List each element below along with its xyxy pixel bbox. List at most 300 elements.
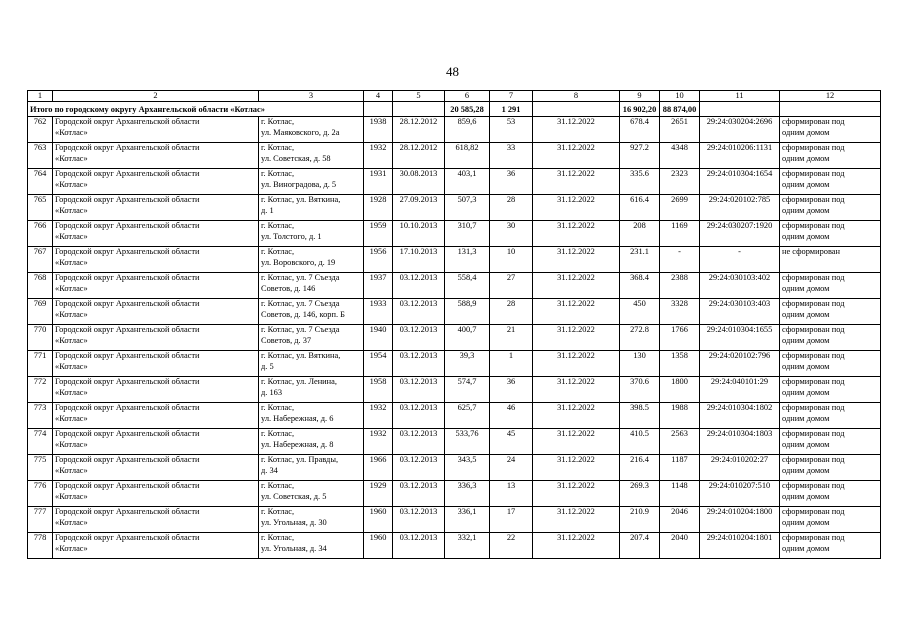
row-number: 766 — [28, 221, 53, 247]
residents-cell: 45 — [490, 429, 533, 455]
municipality-line: «Котлас» — [55, 257, 88, 267]
plan-date-cell: 31.12.2022 — [533, 221, 620, 247]
municipality-cell — [53, 455, 259, 481]
status-line: одним домом — [782, 387, 830, 397]
plan-date-cell: 31.12.2022 — [533, 533, 620, 559]
area-cell: 533,76 — [445, 429, 490, 455]
status-line: одним домом — [782, 205, 830, 215]
address-cell — [259, 325, 364, 351]
col-number: 5 — [393, 91, 445, 102]
status-line: сформирован под — [782, 455, 845, 464]
settle-area-cell: 450 — [620, 299, 660, 325]
date-cell: 03.12.2013 — [393, 299, 445, 325]
status-line: сформирован под — [782, 507, 845, 516]
municipality-line: «Котлас» — [55, 361, 88, 371]
municipality-line: «Котлас» — [55, 127, 88, 137]
status-line: не сформирован — [782, 247, 840, 256]
table-row — [28, 351, 881, 377]
land-status-cell — [780, 429, 881, 455]
col-number: 9 — [620, 91, 660, 102]
status-line: одним домом — [782, 543, 830, 553]
row-number: 770 — [28, 325, 53, 351]
table-row — [28, 247, 881, 273]
cadastral-number-cell: 29:24:010206:1131 — [700, 143, 780, 169]
housing-register-table — [27, 90, 881, 559]
cadastral-number-cell: 29:24:030204:2696 — [700, 117, 780, 143]
status-line: одним домом — [782, 439, 830, 449]
cadastral-number-cell: 29:24:010204:1801 — [700, 533, 780, 559]
address-line: ул. Воровского, д. 19 — [261, 257, 336, 267]
address-line: д. 1 — [261, 205, 274, 215]
cost-cell: 4348 — [660, 143, 700, 169]
date-cell: 03.12.2013 — [393, 377, 445, 403]
municipality-line: «Котлас» — [55, 231, 88, 241]
municipality-line: Городской округ Архангельской области — [55, 273, 200, 282]
status-line: одним домом — [782, 335, 830, 345]
address-line: г. Котлас, — [261, 117, 295, 126]
date-cell: 03.12.2013 — [393, 533, 445, 559]
municipality-line: Городской округ Архангельской области — [55, 455, 200, 464]
date-cell: 03.12.2013 — [393, 455, 445, 481]
col-number: 2 — [53, 91, 259, 102]
residents-cell: 36 — [490, 169, 533, 195]
year-cell: 1928 — [364, 195, 393, 221]
cost-cell: 1988 — [660, 403, 700, 429]
plan-date-cell: 31.12.2022 — [533, 169, 620, 195]
address-line: г. Котлас, — [261, 533, 295, 542]
address-cell — [259, 507, 364, 533]
settle-area-cell: 335.6 — [620, 169, 660, 195]
municipality-cell — [53, 533, 259, 559]
table-row — [28, 143, 881, 169]
cost-cell: 2651 — [660, 117, 700, 143]
date-cell: 28.12.2012 — [393, 117, 445, 143]
date-cell: 03.12.2013 — [393, 403, 445, 429]
address-line: г. Котлас, — [261, 247, 295, 256]
plan-date-cell: 31.12.2022 — [533, 481, 620, 507]
page-number: 48 — [446, 64, 459, 79]
address-cell — [259, 117, 364, 143]
plan-date-cell: 31.12.2022 — [533, 325, 620, 351]
settle-area-cell: 678.4 — [620, 117, 660, 143]
cadastral-number-cell: 29:24:010304:1802 — [700, 403, 780, 429]
address-line: г. Котлас, — [261, 481, 295, 490]
table-row — [28, 429, 881, 455]
land-status-cell — [780, 221, 881, 247]
year-cell: 1938 — [364, 117, 393, 143]
address-line: ул. Маяковского, д. 2а — [261, 127, 340, 137]
residents-cell: 22 — [490, 533, 533, 559]
settle-area-cell: 210.9 — [620, 507, 660, 533]
date-cell: 03.12.2013 — [393, 507, 445, 533]
status-line: одним домом — [782, 127, 830, 137]
status-line: сформирован под — [782, 195, 845, 204]
address-line: г. Котлас, — [261, 143, 295, 152]
status-line: сформирован под — [782, 169, 845, 178]
address-line: ул. Набережная, д. 6 — [261, 413, 334, 423]
col-number: 1 — [28, 91, 53, 102]
year-cell: 1966 — [364, 455, 393, 481]
municipality-line: «Котлас» — [55, 153, 88, 163]
address-line: г. Котлас, ул. Правды, — [261, 455, 339, 464]
status-line: одним домом — [782, 179, 830, 189]
row-number: 771 — [28, 351, 53, 377]
address-cell — [259, 403, 364, 429]
table-row — [28, 221, 881, 247]
municipality-line: «Котлас» — [55, 465, 88, 475]
area-cell: 39,3 — [445, 351, 490, 377]
address-cell — [259, 273, 364, 299]
cost-cell: 2046 — [660, 507, 700, 533]
total-empty-cell — [700, 102, 780, 117]
municipality-line: Городской округ Архангельской области — [55, 143, 200, 152]
address-cell — [259, 455, 364, 481]
year-cell: 1940 — [364, 325, 393, 351]
row-number: 769 — [28, 299, 53, 325]
municipality-line: «Котлас» — [55, 491, 88, 501]
date-cell: 10.10.2013 — [393, 221, 445, 247]
municipality-line: «Котлас» — [55, 543, 88, 553]
municipality-cell — [53, 273, 259, 299]
address-cell — [259, 351, 364, 377]
municipality-line: «Котлас» — [55, 283, 88, 293]
total-empty-cell — [533, 102, 620, 117]
land-status-cell — [780, 117, 881, 143]
municipality-line: Городской округ Архангельской области — [55, 299, 200, 308]
plan-date-cell: 31.12.2022 — [533, 143, 620, 169]
year-cell: 1932 — [364, 143, 393, 169]
address-cell — [259, 221, 364, 247]
row-number: 776 — [28, 481, 53, 507]
plan-date-cell: 31.12.2022 — [533, 299, 620, 325]
col-number: 10 — [660, 91, 700, 102]
total-cost: 88 874,00 — [660, 102, 700, 117]
table-row — [28, 507, 881, 533]
total-empty-cell — [393, 102, 445, 117]
date-cell: 03.12.2013 — [393, 351, 445, 377]
status-line: сформирован под — [782, 403, 845, 412]
residents-cell: 27 — [490, 273, 533, 299]
municipality-line: «Котлас» — [55, 517, 88, 527]
area-cell: 558,4 — [445, 273, 490, 299]
row-number: 774 — [28, 429, 53, 455]
row-number: 773 — [28, 403, 53, 429]
residents-cell: 28 — [490, 195, 533, 221]
status-line: сформирован под — [782, 481, 845, 490]
cadastral-number-cell: 29:24:030207:1920 — [700, 221, 780, 247]
cost-cell: 1800 — [660, 377, 700, 403]
status-line: сформирован под — [782, 143, 845, 152]
year-cell: 1958 — [364, 377, 393, 403]
status-line: одним домом — [782, 465, 830, 475]
plan-date-cell: 31.12.2022 — [533, 247, 620, 273]
municipality-line: Городской округ Архангельской области — [55, 377, 200, 386]
municipality-line: Городской округ Архангельской области — [55, 169, 200, 178]
year-cell: 1956 — [364, 247, 393, 273]
address-line: Советов, д. 146, корп. Б — [261, 309, 345, 319]
table-row — [28, 273, 881, 299]
status-line: одним домом — [782, 283, 830, 293]
status-line: одним домом — [782, 491, 830, 501]
date-cell: 30.08.2013 — [393, 169, 445, 195]
municipality-line: «Котлас» — [55, 335, 88, 345]
plan-date-cell: 31.12.2022 — [533, 117, 620, 143]
municipality-line: Городской округ Архангельской области — [55, 507, 200, 516]
land-status-cell — [780, 195, 881, 221]
status-line: сформирован под — [782, 377, 845, 386]
cadastral-number-cell: 29:24:010304:1655 — [700, 325, 780, 351]
address-cell — [259, 481, 364, 507]
municipality-line: Городской округ Архангельской области — [55, 481, 200, 490]
municipality-line: «Котлас» — [55, 205, 88, 215]
cost-cell: 2563 — [660, 429, 700, 455]
residents-cell: 13 — [490, 481, 533, 507]
municipality-line: «Котлас» — [55, 179, 88, 189]
residents-cell: 28 — [490, 299, 533, 325]
plan-date-cell: 31.12.2022 — [533, 351, 620, 377]
plan-date-cell: 31.12.2022 — [533, 455, 620, 481]
municipality-cell — [53, 299, 259, 325]
cost-cell: 1169 — [660, 221, 700, 247]
municipality-line: «Котлас» — [55, 309, 88, 319]
municipality-line: Городской округ Архангельской области — [55, 429, 200, 438]
table-row — [28, 377, 881, 403]
address-line: д. 163 — [261, 387, 283, 397]
address-line: ул. Угольная, д. 30 — [261, 517, 327, 527]
land-status-cell — [780, 169, 881, 195]
date-cell: 03.12.2013 — [393, 429, 445, 455]
land-status-cell — [780, 325, 881, 351]
municipality-line: Городской округ Архангельской области — [55, 195, 200, 204]
status-line: одним домом — [782, 361, 830, 371]
plan-date-cell: 31.12.2022 — [533, 377, 620, 403]
land-status-cell — [780, 377, 881, 403]
address-line: г. Котлас, ул. 7 Съезда — [261, 299, 340, 308]
area-cell: 618,82 — [445, 143, 490, 169]
residents-cell: 21 — [490, 325, 533, 351]
status-line: одним домом — [782, 517, 830, 527]
municipality-cell — [53, 143, 259, 169]
row-number: 762 — [28, 117, 53, 143]
cadastral-number-cell: 29:24:030103:402 — [700, 273, 780, 299]
cost-cell: - — [660, 247, 700, 273]
area-cell: 403,1 — [445, 169, 490, 195]
area-cell: 310,7 — [445, 221, 490, 247]
cost-cell: 1358 — [660, 351, 700, 377]
cost-cell: 3328 — [660, 299, 700, 325]
land-status-cell — [780, 507, 881, 533]
cost-cell: 2040 — [660, 533, 700, 559]
residents-cell: 36 — [490, 377, 533, 403]
table-row — [28, 533, 881, 559]
cadastral-number-cell: 29:24:030103:403 — [700, 299, 780, 325]
municipality-line: Городской округ Архангельской области — [55, 221, 200, 230]
address-line: г. Котлас, ул. 7 Съезда — [261, 273, 340, 282]
address-line: г. Котлас, ул. Вяткина, — [261, 195, 341, 204]
settle-area-cell: 927.2 — [620, 143, 660, 169]
address-line: г. Котлас, — [261, 403, 295, 412]
municipality-cell — [53, 403, 259, 429]
cadastral-number-cell: 29:24:020102:785 — [700, 195, 780, 221]
address-cell — [259, 429, 364, 455]
area-cell: 507,3 — [445, 195, 490, 221]
cadastral-number-cell: 29:24:010207:510 — [700, 481, 780, 507]
settle-area-cell: 216.4 — [620, 455, 660, 481]
address-line: г. Котлас, — [261, 169, 295, 178]
address-line: д. 34 — [261, 465, 278, 475]
cost-cell: 1766 — [660, 325, 700, 351]
address-line: г. Котлас, — [261, 429, 295, 438]
address-line: г. Котлас, ул. Вяткина, — [261, 351, 341, 360]
year-cell: 1929 — [364, 481, 393, 507]
row-number: 765 — [28, 195, 53, 221]
date-cell: 28.12.2012 — [393, 143, 445, 169]
address-cell — [259, 377, 364, 403]
land-status-cell — [780, 351, 881, 377]
col-number: 8 — [533, 91, 620, 102]
address-cell — [259, 195, 364, 221]
cost-cell: 1187 — [660, 455, 700, 481]
land-status-cell — [780, 299, 881, 325]
municipality-line: Городской округ Архангельской области — [55, 117, 200, 126]
residents-cell: 46 — [490, 403, 533, 429]
area-cell: 588,9 — [445, 299, 490, 325]
address-cell — [259, 169, 364, 195]
plan-date-cell: 31.12.2022 — [533, 429, 620, 455]
col-number: 6 — [445, 91, 490, 102]
address-line: ул. Толстого, д. 1 — [261, 231, 322, 241]
cost-cell: 2699 — [660, 195, 700, 221]
residents-cell: 53 — [490, 117, 533, 143]
cost-cell: 1148 — [660, 481, 700, 507]
status-line: сформирован под — [782, 221, 845, 230]
address-cell — [259, 533, 364, 559]
table-row — [28, 195, 881, 221]
address-line: Советов, д. 146 — [261, 283, 316, 293]
plan-date-cell: 31.12.2022 — [533, 273, 620, 299]
land-status-cell — [780, 403, 881, 429]
address-line: ул. Набережная, д. 8 — [261, 439, 334, 449]
address-cell — [259, 299, 364, 325]
municipality-line: «Котлас» — [55, 413, 88, 423]
status-line: сформирован под — [782, 273, 845, 282]
settle-area-cell: 231.1 — [620, 247, 660, 273]
date-cell: 03.12.2013 — [393, 273, 445, 299]
settle-area-cell: 370.6 — [620, 377, 660, 403]
col-number: 12 — [780, 91, 881, 102]
residents-cell: 1 — [490, 351, 533, 377]
table-row — [28, 117, 881, 143]
cadastral-number-cell: 29:24:010304:1803 — [700, 429, 780, 455]
year-cell: 1931 — [364, 169, 393, 195]
total-residents: 1 291 — [490, 102, 533, 117]
municipality-line: Городской округ Архангельской области — [55, 351, 200, 360]
year-cell: 1932 — [364, 429, 393, 455]
year-cell: 1933 — [364, 299, 393, 325]
municipality-cell — [53, 377, 259, 403]
address-line: г. Котлас, ул. 7 Съезда — [261, 325, 340, 334]
year-cell: 1960 — [364, 533, 393, 559]
cadastral-number-cell: 29:24:010202:27 — [700, 455, 780, 481]
address-line: ул. Угольная, д. 34 — [261, 543, 327, 553]
cadastral-number-cell: 29:24:010304:1654 — [700, 169, 780, 195]
settle-area-cell: 616.4 — [620, 195, 660, 221]
area-cell: 400,7 — [445, 325, 490, 351]
plan-date-cell: 31.12.2022 — [533, 507, 620, 533]
land-status-cell — [780, 481, 881, 507]
municipality-line: Городской округ Архангельской области — [55, 325, 200, 334]
total-empty-cell — [780, 102, 881, 117]
status-line: одним домом — [782, 153, 830, 163]
land-status-cell — [780, 247, 881, 273]
land-status-cell — [780, 533, 881, 559]
table-row — [28, 481, 881, 507]
municipality-cell — [53, 221, 259, 247]
row-number: 777 — [28, 507, 53, 533]
municipality-cell — [53, 247, 259, 273]
address-cell — [259, 247, 364, 273]
municipality-line: «Котлас» — [55, 439, 88, 449]
cadastral-number-cell: 29:24:020102:796 — [700, 351, 780, 377]
address-line: г. Котлас, — [261, 507, 295, 516]
area-cell: 336,3 — [445, 481, 490, 507]
plan-date-cell: 31.12.2022 — [533, 403, 620, 429]
col-number: 11 — [700, 91, 780, 102]
year-cell: 1932 — [364, 403, 393, 429]
address-line: г. Котлас, — [261, 221, 295, 230]
residents-cell: 24 — [490, 455, 533, 481]
status-line: сформирован под — [782, 533, 845, 542]
row-number: 763 — [28, 143, 53, 169]
address-line: г. Котлас, ул. Ленина, — [261, 377, 337, 386]
municipality-cell — [53, 117, 259, 143]
area-cell: 332,1 — [445, 533, 490, 559]
table-row — [28, 325, 881, 351]
settle-area-cell: 207.4 — [620, 533, 660, 559]
land-status-cell — [780, 143, 881, 169]
total-row — [28, 102, 881, 117]
address-line: д. 5 — [261, 361, 274, 371]
residents-cell: 17 — [490, 507, 533, 533]
settle-area-cell: 269.3 — [620, 481, 660, 507]
cadastral-number-cell: 29:24:010204:1800 — [700, 507, 780, 533]
municipality-line: Городской округ Архангельской области — [55, 403, 200, 412]
address-line: ул. Виноградова, д. 5 — [261, 179, 337, 189]
total-label: Итого по городскому округу Архангельской области «Котлас» — [28, 102, 364, 117]
area-cell: 859,6 — [445, 117, 490, 143]
area-cell: 343,5 — [445, 455, 490, 481]
year-cell: 1937 — [364, 273, 393, 299]
date-cell: 03.12.2013 — [393, 481, 445, 507]
municipality-line: Городской округ Архангельской области — [55, 533, 200, 542]
cost-cell: 2388 — [660, 273, 700, 299]
row-number: 775 — [28, 455, 53, 481]
municipality-cell — [53, 507, 259, 533]
table-row — [28, 169, 881, 195]
settle-area-cell: 130 — [620, 351, 660, 377]
cadastral-number-cell: 29:24:040101:29 — [700, 377, 780, 403]
address-line: ул. Советская, д. 58 — [261, 153, 331, 163]
plan-date-cell: 31.12.2022 — [533, 195, 620, 221]
settle-area-cell: 398.5 — [620, 403, 660, 429]
settle-area-cell: 272.8 — [620, 325, 660, 351]
municipality-line: «Котлас» — [55, 387, 88, 397]
settle-area-cell: 410.5 — [620, 429, 660, 455]
land-status-cell — [780, 455, 881, 481]
year-cell: 1954 — [364, 351, 393, 377]
residents-cell: 10 — [490, 247, 533, 273]
total-settle-area: 16 902,20 — [620, 102, 660, 117]
